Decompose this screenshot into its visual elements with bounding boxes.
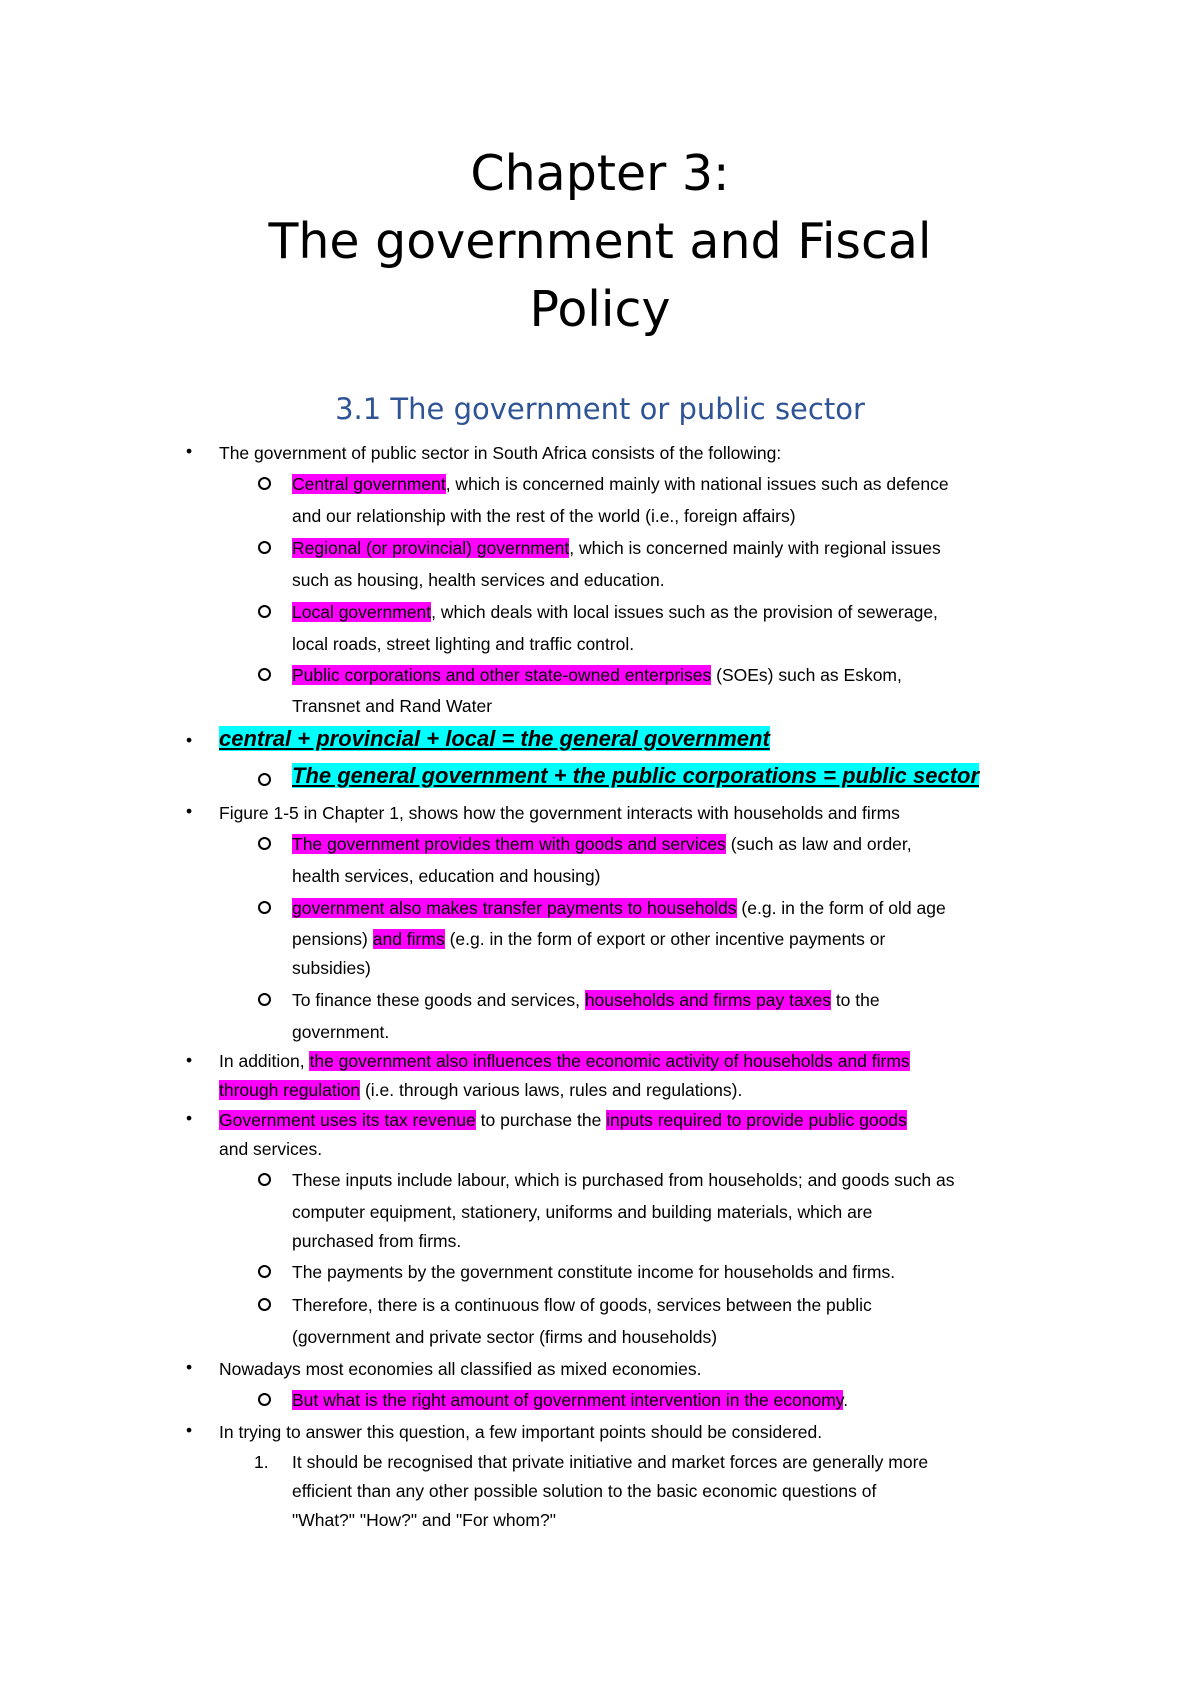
sub-bullet-continuation: purchased from firms. [292, 1231, 462, 1251]
sub-bullet-continuation: Transnet and Rand Water [292, 696, 493, 716]
bullet-marker: • [186, 1108, 193, 1128]
bullet-text [219, 1108, 907, 1132]
sub-bullet-marker [258, 837, 271, 850]
bullet-marker: • [186, 1420, 193, 1440]
sub-bullet-marker [258, 1298, 271, 1311]
sub-bullet-marker [258, 901, 271, 914]
text-run: pensions) [292, 929, 373, 949]
sub-bullet-marker [258, 1393, 271, 1406]
chapter-title-line-3: Policy [529, 281, 671, 338]
highlight: the government also influences the economic activity of households and firms [309, 1051, 910, 1071]
sub-bullet-text [292, 896, 946, 920]
numbered-marker: 1. [254, 1452, 269, 1472]
bullet-text [219, 1049, 910, 1073]
sub-bullet-continuation: local roads, street lighting and traffic control. [292, 634, 635, 654]
cyan-highlight: central + provincial + local = the general government [219, 726, 770, 751]
bullet-marker: • [186, 801, 193, 821]
text-run: In addition, [219, 1051, 310, 1071]
text-run: (such as law and order, [725, 834, 912, 854]
sub-bullet-marker [258, 1173, 271, 1186]
sub-bullet-text: Therefore, there is a continuous flow of goods, services between the public [292, 1295, 872, 1315]
sub-bullet-marker [258, 605, 271, 618]
text-run: to the [830, 990, 880, 1010]
bullet-marker: • [186, 730, 193, 750]
sub-bullet-text [292, 832, 912, 856]
text-run: (e.g. in the form of old age [736, 898, 946, 918]
sub-bullet-marker [258, 773, 271, 786]
bullet-marker: • [186, 1357, 193, 1377]
highlight: Regional (or provincial) government [292, 538, 570, 558]
sub-bullet-text [292, 472, 949, 496]
text-run: To finance these goods and services, [292, 990, 585, 1010]
highlight: Government uses its tax revenue [219, 1110, 476, 1130]
sub-bullet-text [292, 600, 938, 624]
bullet-text: The government of public sector in South Africa consists of the following: [219, 443, 782, 463]
sub-bullet-continuation [292, 927, 885, 951]
sub-bullet-marker [258, 541, 271, 554]
sub-bullet-continuation: health services, education and housing) [292, 866, 601, 886]
sub-bullet-text [292, 536, 941, 560]
sub-bullet-text [292, 1388, 848, 1412]
highlight: Central government [292, 474, 446, 494]
chapter-title-line-1: Chapter 3: [470, 145, 730, 202]
sub-bullet-marker [258, 1265, 271, 1278]
highlight: through regulation [219, 1080, 361, 1100]
highlight: households and firms pay taxes [584, 990, 831, 1010]
sub-bullet-marker [258, 477, 271, 490]
sub-bullet-marker [258, 993, 271, 1006]
sub-bullet-marker [258, 668, 271, 681]
chapter-title-line-2: The government and Fiscal [268, 213, 932, 270]
highlight: Public corporations and other state-owned enterprises [292, 665, 712, 685]
text-run: (SOEs) such as Eskom, [711, 665, 902, 685]
numbered-item-continuation: efficient than any other possible solution to the basic economic questions of [292, 1481, 877, 1501]
text-run: , which deals with local issues such as the provision of sewerage, [431, 602, 938, 622]
bullet-marker: • [186, 1050, 193, 1070]
bullet-continuation: and services. [219, 1139, 323, 1159]
bullet-marker: • [186, 441, 193, 461]
numbered-item-continuation: "What?" "How?" and "For whom?" [292, 1510, 556, 1530]
sub-bullet-text: The payments by the government constitute income for households and firms. [292, 1262, 896, 1282]
chapter-title [0, 140, 1200, 344]
sub-bullet-continuation: (government and private sector (firms and households) [292, 1327, 718, 1347]
text-run: . [843, 1390, 849, 1410]
bullet-text [219, 724, 770, 754]
numbered-item-text: It should be recognised that private initiative and market forces are generally more [292, 1452, 929, 1472]
cyan-highlight: The general government + the public corporations = public sector [292, 763, 980, 788]
section-heading: 3.1 The government or public sector [335, 392, 865, 426]
highlight: government also makes transfer payments to households [292, 898, 737, 918]
text-run: (i.e. through various laws, rules and regulations). [360, 1080, 743, 1100]
sub-bullet-continuation: such as housing, health services and education. [292, 570, 665, 590]
sub-bullet-text [292, 761, 979, 791]
highlight: The government provides them with goods and services [292, 834, 726, 854]
sub-bullet-continuation: subsidies) [292, 958, 371, 978]
highlight: Local government [292, 602, 432, 622]
sub-bullet-text [292, 663, 902, 687]
bullet-continuation [219, 1078, 742, 1102]
text-run: , which is concerned mainly with regional issues [569, 538, 941, 558]
sub-bullet-continuation: computer equipment, stationery, uniforms and building materials, which are [292, 1202, 873, 1222]
highlight: But what is the right amount of government intervention in the economy [292, 1390, 844, 1410]
sub-bullet-continuation: and our relationship with the rest of the world (i.e., foreign affairs) [292, 506, 796, 526]
text-run: (e.g. in the form of export or other incentive payments or [444, 929, 886, 949]
sub-bullet-text [292, 988, 880, 1012]
highlight: inputs required to provide public goods [606, 1110, 907, 1130]
highlight: and firms [372, 929, 445, 949]
text-run: to purchase the [475, 1110, 607, 1130]
sub-bullet-continuation: government. [292, 1022, 390, 1042]
text-run: , which is concerned mainly with national issues such as defence [445, 474, 949, 494]
bullet-text: In trying to answer this question, a few important points should be considered. [219, 1422, 823, 1442]
bullet-text: Nowadays most economies all classified as mixed economies. [219, 1359, 702, 1379]
bullet-text: Figure 1-5 in Chapter 1, shows how the government interacts with households and firms [219, 803, 900, 823]
sub-bullet-text: These inputs include labour, which is purchased from households; and goods such as [292, 1170, 955, 1190]
